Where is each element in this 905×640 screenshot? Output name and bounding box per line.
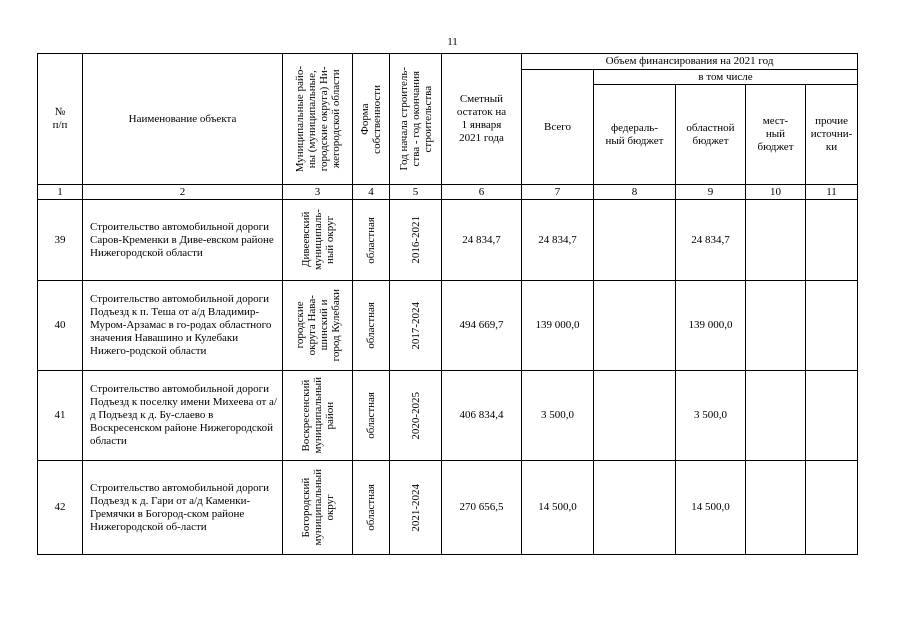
row-municipality: Богородский муниципальный округ [283, 461, 353, 555]
column-number: 2 [83, 185, 283, 200]
row-other [806, 200, 858, 281]
header-ownership: Форма собственности [353, 54, 390, 185]
row-local [746, 281, 806, 371]
header-years: Год начала строитель- ства - год окончания строительства [390, 54, 442, 185]
row-other [806, 461, 858, 555]
row-name: Строительство автомобильной дороги Подъезд к д. Гари от а/д Каменки-Гремячки в Богород-ском районе Нижегородской об-ласти [83, 461, 283, 555]
header-total: Всего [522, 70, 594, 185]
column-number: 5 [390, 185, 442, 200]
header-other: прочие источни- ки [806, 85, 858, 185]
row-local [746, 371, 806, 461]
row-regional: 139 000,0 [676, 281, 746, 371]
table-row [38, 461, 858, 555]
row-years: 2017-2024 [390, 281, 442, 371]
row-total: 139 000,0 [522, 281, 594, 371]
row-num: 39 [38, 200, 83, 281]
column-number: 1 [38, 185, 83, 200]
row-estimate: 270 656,5 [442, 461, 522, 555]
row-municipality: городские округа Нава- шинский и город Кулебаки [283, 281, 353, 371]
table-row [38, 200, 858, 281]
financing-table [37, 53, 858, 555]
header-local: мест- ный бюджет [746, 85, 806, 185]
column-number: 7 [522, 185, 594, 200]
row-estimate: 24 834,7 [442, 200, 522, 281]
row-federal [594, 281, 676, 371]
row-federal [594, 371, 676, 461]
row-years: 2016-2021 [390, 200, 442, 281]
row-ownership: областная [353, 461, 390, 555]
row-name: Строительство автомобильной дороги Саров-Кременки в Диве-евском районе Нижегородской области [83, 200, 283, 281]
row-total: 14 500,0 [522, 461, 594, 555]
row-ownership: областная [353, 281, 390, 371]
row-years: 2020-2025 [390, 371, 442, 461]
row-local [746, 200, 806, 281]
column-number: 4 [353, 185, 390, 200]
column-number: 10 [746, 185, 806, 200]
row-local [746, 461, 806, 555]
row-estimate: 406 834,4 [442, 371, 522, 461]
header-num: № п/п [38, 54, 83, 185]
column-number: 6 [442, 185, 522, 200]
row-regional: 14 500,0 [676, 461, 746, 555]
page-number: 11 [447, 36, 458, 48]
row-num: 41 [38, 371, 83, 461]
table-row [38, 281, 858, 371]
header-funding: Объем финансирования на 2021 год [522, 54, 858, 70]
row-ownership: областная [353, 371, 390, 461]
column-number: 9 [676, 185, 746, 200]
row-num: 40 [38, 281, 83, 371]
row-years: 2021-2024 [390, 461, 442, 555]
row-federal [594, 200, 676, 281]
row-municipality: Дивеевский муниципаль- ный округ [283, 200, 353, 281]
header-name: Наименование объекта [83, 54, 283, 185]
row-total: 3 500,0 [522, 371, 594, 461]
column-number: 11 [806, 185, 858, 200]
header-estimate: Сметный остаток на 1 января 2021 года [442, 54, 522, 185]
header-regional: областной бюджет [676, 85, 746, 185]
row-name: Строительство автомобильной дороги Подъезд к п. Теша от а/д Владимир-Муром-Арзамас в го-родах областного значения Навашино и Кулебаки Нижего-родской области [83, 281, 283, 371]
header-municipality: Муниципальные райо- ны (муниципальные, городские округа) Ни- жегородской области [283, 54, 353, 185]
row-federal [594, 461, 676, 555]
column-number: 8 [594, 185, 676, 200]
row-regional: 3 500,0 [676, 371, 746, 461]
header-federal: федераль- ный бюджет [594, 85, 676, 185]
row-total: 24 834,7 [522, 200, 594, 281]
header-including: в том числе [594, 70, 858, 85]
row-name: Строительство автомобильной дороги Подъезд к поселку имени Михеева от а/д Подъезд к д. Бу-слаево в Воскресенском районе Нижегородской области [83, 371, 283, 461]
row-municipality: Воскресенский муниципальный район [283, 371, 353, 461]
row-estimate: 494 669,7 [442, 281, 522, 371]
row-num: 42 [38, 461, 83, 555]
column-number: 3 [283, 185, 353, 200]
row-regional: 24 834,7 [676, 200, 746, 281]
row-other [806, 281, 858, 371]
row-ownership: областная [353, 200, 390, 281]
column-number-row [38, 185, 858, 200]
table-row [38, 371, 858, 461]
row-other [806, 371, 858, 461]
